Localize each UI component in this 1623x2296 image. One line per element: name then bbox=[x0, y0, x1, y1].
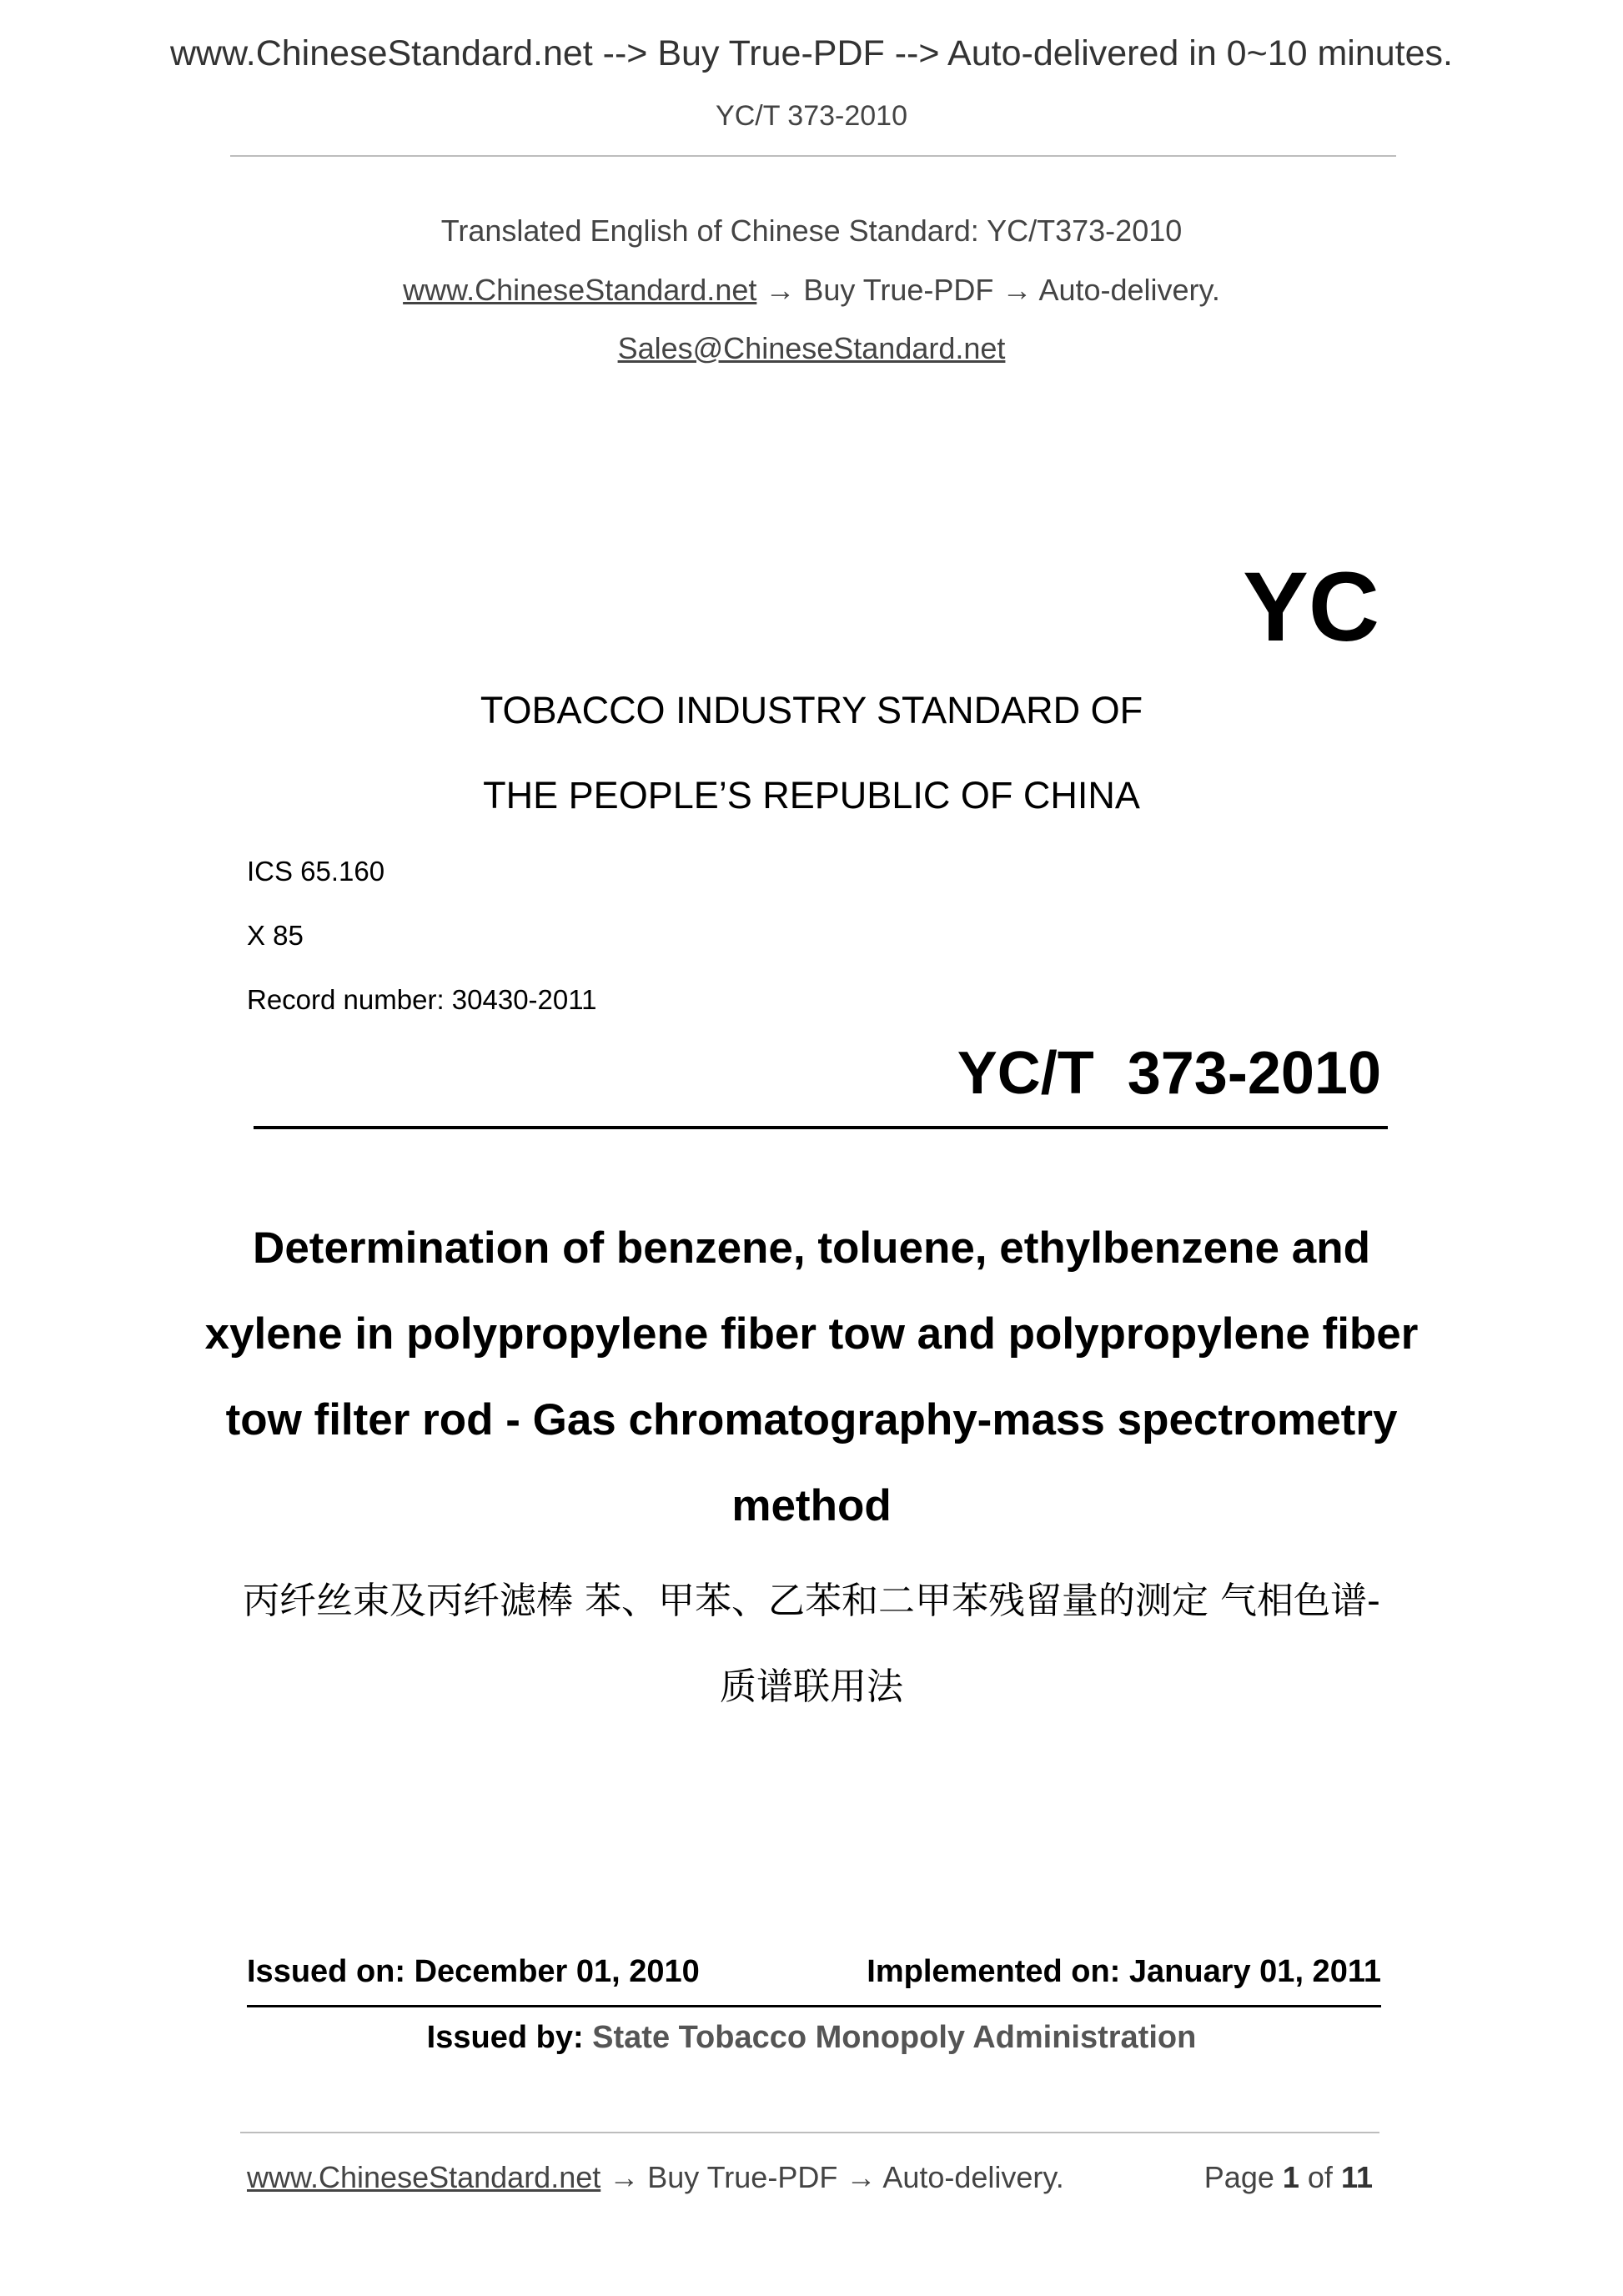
issue-divider bbox=[247, 2005, 1381, 2007]
standard-number-rule bbox=[254, 1126, 1388, 1129]
site-link[interactable]: www.ChineseStandard.net bbox=[403, 273, 757, 307]
header-divider bbox=[230, 155, 1396, 157]
page-indicator bbox=[1204, 2160, 1373, 2195]
page-total: 11 bbox=[1340, 2160, 1373, 2194]
footer-divider bbox=[240, 2132, 1379, 2133]
ics-code: ICS 65.160 bbox=[247, 856, 385, 887]
page-label: Page bbox=[1203, 2160, 1283, 2194]
standard-mark: YC bbox=[1243, 552, 1379, 662]
header-standard-code: YC/T 373-2010 bbox=[716, 100, 907, 132]
page-of: of bbox=[1299, 2160, 1341, 2194]
issuing-agency: State Tobacco Monopoly Administration bbox=[592, 2020, 1197, 2055]
industry-title-line-2: THE PEOPLE’S REPUBLIC OF CHINA bbox=[483, 774, 1140, 816]
issued-on-date: Issued on: December 01, 2010 bbox=[247, 1954, 700, 1989]
document-title-english: Determination of benzene, toluene, ethylbenzene and xylene in polypropylene fiber tow and polypropylene fiber tow filter rod - Gas chromatography-mass spectrometry method bbox=[204, 1223, 1419, 1530]
footer-site-link[interactable]: www.ChineseStandard.net bbox=[247, 2160, 601, 2194]
implemented-on-date: Implemented on: January 01, 2011 bbox=[867, 1954, 1381, 1989]
footer-buy-text: → Buy True-PDF → Auto-delivery. bbox=[600, 2160, 1064, 2194]
industry-title-line-1: TOBACCO INDUSTRY STANDARD OF bbox=[480, 689, 1143, 731]
issued-by-label: Issued by: bbox=[426, 2020, 593, 2055]
header-links-line bbox=[0, 273, 1623, 308]
footer-links bbox=[247, 2160, 1064, 2195]
buy-text: → Buy True-PDF → Auto-delivery. bbox=[756, 273, 1220, 307]
email-link[interactable]: Sales@ChineseStandard.net bbox=[617, 331, 1006, 365]
standard-number: YC/T 373-2010 bbox=[957, 1040, 1381, 1107]
top-banner: www.ChineseStandard.net --> Buy True-PDF --> Auto-delivered in 0~10 minutes. bbox=[169, 33, 1453, 73]
issued-by bbox=[0, 2020, 1623, 2056]
document-title-chinese: 丙纤丝束及丙纤滤棒 苯、甲苯、乙苯和二甲苯残留量的测定 气相色谱-质谱联用法 bbox=[243, 1580, 1380, 1708]
classification-code: X 85 bbox=[247, 920, 304, 951]
translated-notice: Translated English of Chinese Standard: YC/T373-2010 bbox=[440, 214, 1183, 248]
record-number: Record number: 30430-2011 bbox=[247, 984, 597, 1015]
page-current: 1 bbox=[1282, 2160, 1299, 2194]
